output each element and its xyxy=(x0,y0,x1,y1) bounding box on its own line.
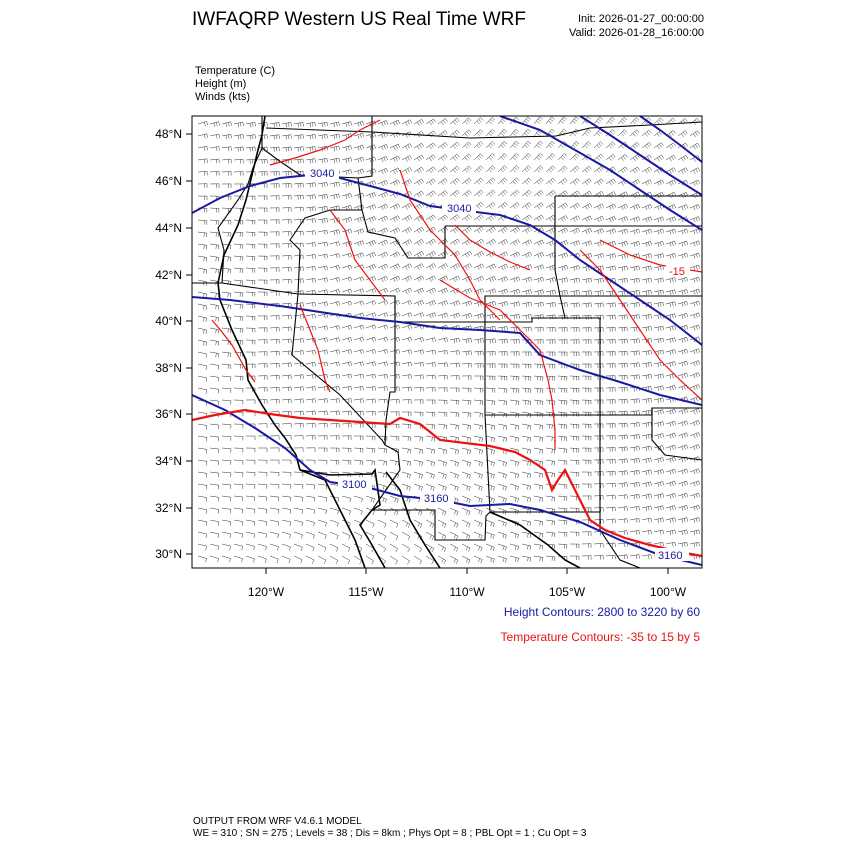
field-label-temperature: Temperature (C) xyxy=(195,65,276,77)
lat-label: 40°N xyxy=(155,314,182,328)
field-label-winds: Winds (kts) xyxy=(195,91,250,103)
lat-label: 32°N xyxy=(155,501,182,515)
lon-label: 110°W xyxy=(449,585,485,599)
lat-label: 44°N xyxy=(155,221,182,235)
lat-label: 48°N xyxy=(155,127,182,141)
lon-label: 105°W xyxy=(548,585,586,599)
lon-label: 115°W xyxy=(348,585,384,599)
lat-label: 36°N xyxy=(155,407,182,421)
field-label-height: Height (m) xyxy=(195,78,247,90)
temperature-label: -15 xyxy=(669,266,685,278)
init-time: Init: 2026-01-27_00:00:00 xyxy=(578,13,704,25)
lat-label: 34°N xyxy=(155,454,182,468)
lat-label: 38°N xyxy=(155,361,182,375)
height-label: 3160 xyxy=(424,493,449,505)
latitude-axis xyxy=(155,127,192,561)
height-label: 3040 xyxy=(447,203,472,215)
footer-model: OUTPUT FROM WRF V4.6.1 MODEL xyxy=(193,816,362,827)
height-label: 3100 xyxy=(342,479,367,491)
map-title: IWFAQRP Western US Real Time WRF xyxy=(192,9,526,30)
lat-label: 30°N xyxy=(155,547,182,561)
temperature-contour-note: Temperature Contours: -35 to 15 by 5 xyxy=(500,630,700,644)
lat-label: 42°N xyxy=(155,268,182,282)
longitude-axis xyxy=(248,568,687,599)
height-label: 3040 xyxy=(310,168,335,180)
height-contour-note: Height Contours: 2800 to 3220 by 60 xyxy=(503,605,700,619)
footer-config: WE = 310 ; SN = 275 ; Levels = 38 ; Dis = 8km ; Phys Opt = 8 ; PBL Opt = 1 ; Cu Opt = 3 xyxy=(193,828,587,839)
valid-time: Valid: 2026-01-28_16:00:00 xyxy=(569,27,704,39)
lon-label: 100°W xyxy=(649,585,687,599)
contour-labels xyxy=(305,166,690,562)
height-label: 3160 xyxy=(658,550,683,562)
lat-label: 46°N xyxy=(155,174,182,188)
lon-label: 120°W xyxy=(247,585,285,599)
